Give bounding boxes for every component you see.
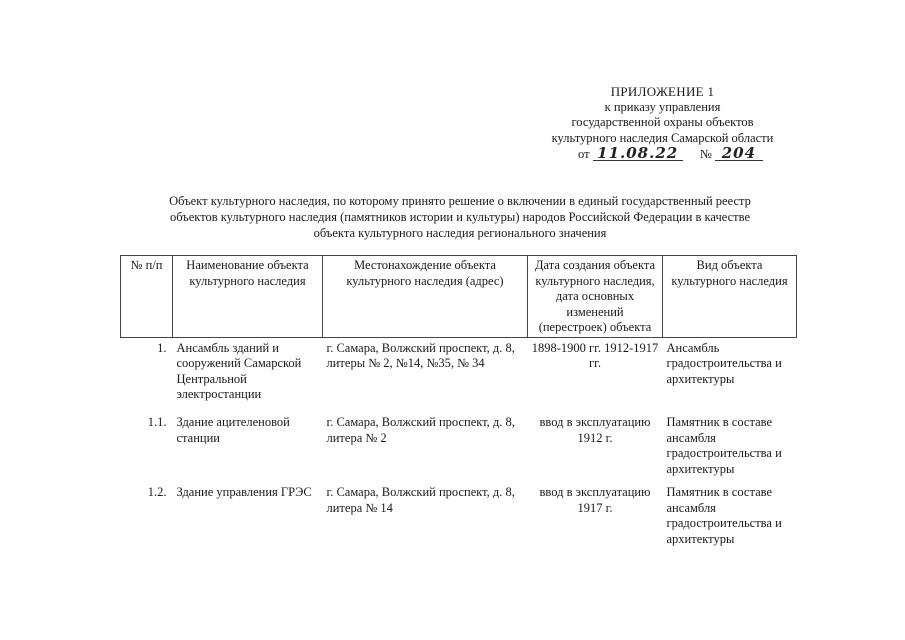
appendix-line-2: государственной охраны объектов [571,115,754,129]
table-header-row [121,256,797,338]
table-row [121,337,797,409]
appendix-line-3: культурного наследия Самарской области [551,130,774,145]
heading-line-1: Объект культурного наследия, по которому принято решение о включении в единый государственный реестр [169,194,751,208]
heading-line-3: объекта культурного наследия регионального значения [313,226,607,240]
row-date: ввод в эксплуатацию 1917 г. [539,485,651,515]
header-type: Вид объекта культурного наследия [663,256,797,338]
row-type: Ансамбль градостроительства и архитектуры [666,340,782,386]
heading-line-2: объектов культурного наследия (памятников истории и культуры) народов Российской Федерации в качестве [169,210,751,224]
header-address: Местонахождение объекта культурного наследия (адрес) [323,256,528,338]
appendix-date-line [530,146,795,163]
table-row [121,409,797,479]
row-type: Памятник в составе ансамбля градостроительства и архитектуры [666,485,782,546]
row-date: 1898-1900 гг. 1912-1917 гг. [531,340,659,370]
number-prefix: № [699,147,712,161]
handwritten-number: 204 [715,146,763,161]
header-number: № п/п [121,256,173,338]
heritage-table [120,255,797,549]
row-address: г. Самара, Волжский проспект, д. 8, литеры № 2, №14, №35, № 34 [326,340,515,370]
row-number: 1.1. [147,415,167,429]
appendix-block [530,84,795,163]
row-address: г. Самара, Волжский проспект, д. 8, литера № 2 [326,415,515,445]
header-name: Наименование объекта культурного наследия [173,256,323,338]
row-name: Ансамбль зданий и сооружений Самарской Центральной электростанции [176,340,302,401]
table-row [121,479,797,549]
row-number: 1. [157,340,167,355]
handwritten-date: 11.08.22 [593,146,683,161]
row-address: г. Самара, Волжский проспект, д. 8, литера № 14 [326,485,515,515]
row-date: ввод в эксплуатацию 1912 г. [539,415,651,445]
date-prefix: от [578,147,590,161]
row-name: Здание управления ГРЭС [176,485,312,499]
row-name: Здание ацителеновой станции [176,415,290,445]
row-type: Памятник в составе ансамбля градостроительства и архитектуры [666,415,782,476]
document-heading [120,193,800,241]
row-number: 1.2. [147,485,167,499]
appendix-title: ПРИЛОЖЕНИЕ 1 [610,84,715,99]
appendix-line-1: к приказу управления [604,99,721,114]
header-date: Дата создания объекта культурного наследия, дата основных изменений (перестроек) объекта [528,256,663,338]
